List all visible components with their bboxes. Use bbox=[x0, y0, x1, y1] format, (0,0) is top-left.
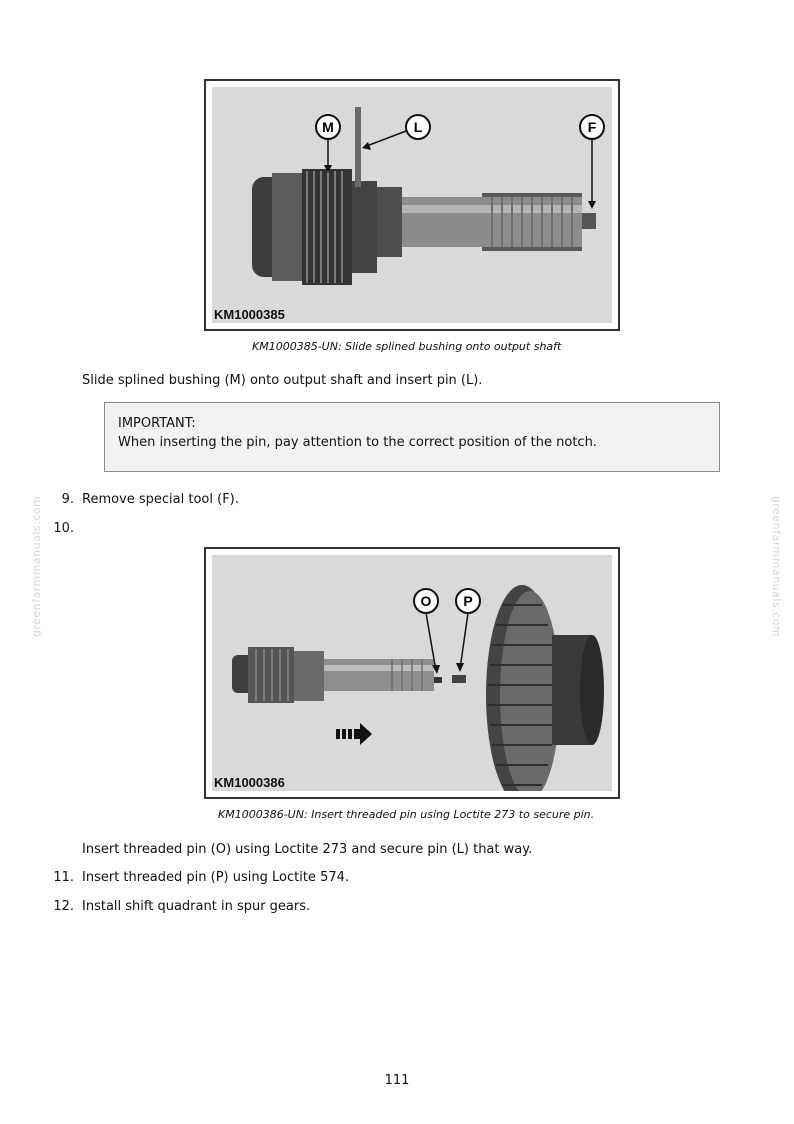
figure-2-image bbox=[212, 555, 612, 791]
figure-2-id: KM1000386 bbox=[214, 775, 285, 790]
step-11-number: 11. bbox=[53, 870, 74, 885]
step-11-text: Insert threaded pin (P) using Loctite 574. bbox=[82, 870, 350, 885]
callout-P: P bbox=[463, 593, 473, 609]
callout-L: L bbox=[413, 119, 423, 135]
callout-F: F bbox=[587, 119, 597, 135]
watermark-left: greenfarmmanuals.com bbox=[30, 495, 44, 638]
step-9-number: 9. bbox=[61, 492, 74, 507]
figure-1-id: KM1000385 bbox=[214, 307, 285, 322]
paragraph-insert-pin-O: Insert threaded pin (O) using Loctite 273 and secure pin (L) that way. bbox=[82, 842, 533, 857]
watermark-right: greenfarmmanuals.com bbox=[770, 495, 784, 638]
callout-M: M bbox=[322, 119, 334, 135]
figure-1-caption: KM1000385-UN: Slide splined bushing onto output shaft bbox=[252, 340, 562, 353]
step-12-number: 12. bbox=[53, 899, 74, 914]
threaded-pin-illustration bbox=[212, 555, 612, 791]
paragraph-slide-bushing: Slide splined bushing (M) onto output shaft and insert pin (L). bbox=[82, 373, 483, 388]
page-number: 111 bbox=[384, 1073, 410, 1088]
figure-1 bbox=[204, 79, 620, 331]
figure-2 bbox=[204, 547, 620, 799]
important-title: IMPORTANT: bbox=[118, 416, 196, 431]
step-10-number: 10. bbox=[53, 521, 74, 536]
important-text: When inserting the pin, pay attention to the correct position of the notch. bbox=[118, 435, 597, 450]
callout-O: O bbox=[420, 593, 432, 609]
step-12-text: Install shift quadrant in spur gears. bbox=[82, 899, 311, 914]
figure-1-image bbox=[212, 87, 612, 323]
important-notice bbox=[104, 402, 720, 472]
output-shaft-illustration bbox=[212, 87, 612, 323]
figure-2-caption: KM1000386-UN: Insert threaded pin using Loctite 273 to secure pin. bbox=[218, 808, 595, 821]
step-9-text: Remove special tool (F). bbox=[82, 492, 239, 507]
